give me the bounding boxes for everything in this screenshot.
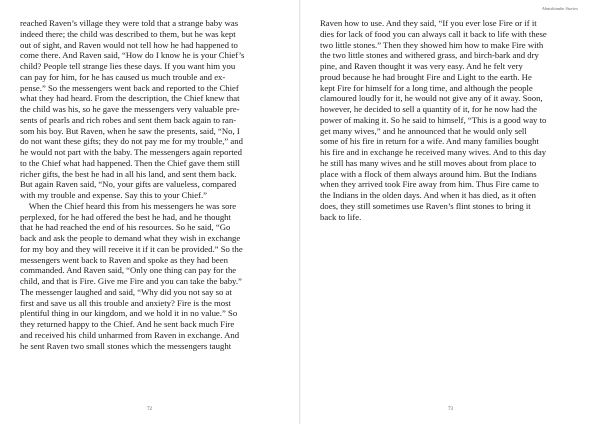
running-head: Ahnishinabe Stories: [541, 6, 578, 11]
right-page-number: 73: [448, 407, 453, 412]
left-page-number: 72: [147, 407, 152, 412]
right-page-body-text: Raven how to use. And they said, “If you ever lose Fire or if it dies for lack of food you can always call it back to life with these two little stones.” Then they showed him how to make Fire with the two little stones and withered grass, and birch-bark and dry pine, and Raven thought it was very easy. And he felt very proud because he had brought Fire and Light to the earth. He kept Fire for himself for a long time, and although the people clamoured loudly for it, he would not give any of it away. Soon, however, he decided to sell a quantity of it, for he now had the power of making it. So he said to himself, “This is a good way to get many wives,” and he announced that he would only sell some of his fire in return for a wife. And many families bought his fire and in exchange he received many wives. And to this day he still has many wives and he still moves about from place to place with a flock of them always around him. But the Indians when they arrived took Fire away from him. Thus Fire came to the Indians in the olden days. And when it has died, as it often does, they still sometimes use Raven’s flint stones to bring it back to life.: [320, 18, 547, 222]
right-page: [300, 0, 600, 424]
left-page-body-text: reached Raven’s village they were told that a strange baby was indeed there; the child was described to them, but he was kept out of sight, and Raven would not tell how he had happened to come there. And Raven said, “How do I know he is your Chief’s child? People tell strange lies these days. If you want him you can pay for him, for he has caused us much trouble and ex- pense.” So the messengers went back and reported to the Chief what they had heard. From the description, the Chief knew that the child was his, so he gave the messengers very valuable pre- sents of pearls and rich robes and sent them back again to ran- som his boy. But Raven, when he saw the presents, said, “No, I do not want these gifts; they do not pay me for my trouble,” and he would not part with the baby. The messengers again reported to the Chief what had happened. Then the Chief gave them still richer gifts, the best he had in all his land, and sent them back. But again Raven said, “No, your gifts are valueless, compared with my trouble and expense. Say this to your Chief.” When the Chief heard this from his messengers he was sore perplexed, for he had offered the best he had, and he thought that he had reached the end of his resources. So he said, “Go back and ask the people to demand what they wish in exchange for my boy and they will receive it if it can be provided.” So the messengers went back to Raven and spoke as they had been commanded. And Raven said, “Only one thing can pay for the child, and that is Fire. Give me Fire and you can take the baby.” The messenger laughed and said, “Why did you not say so at first and save us all this trouble and anxiety? Fire is the most plentiful thing in our kingdom, and we hold it in no value.” So they returned happy to the Chief. And he sent back much Fire and received his child unharmed from Raven in exchange. And he sent Raven two small stones which the messengers taught: [20, 18, 245, 351]
